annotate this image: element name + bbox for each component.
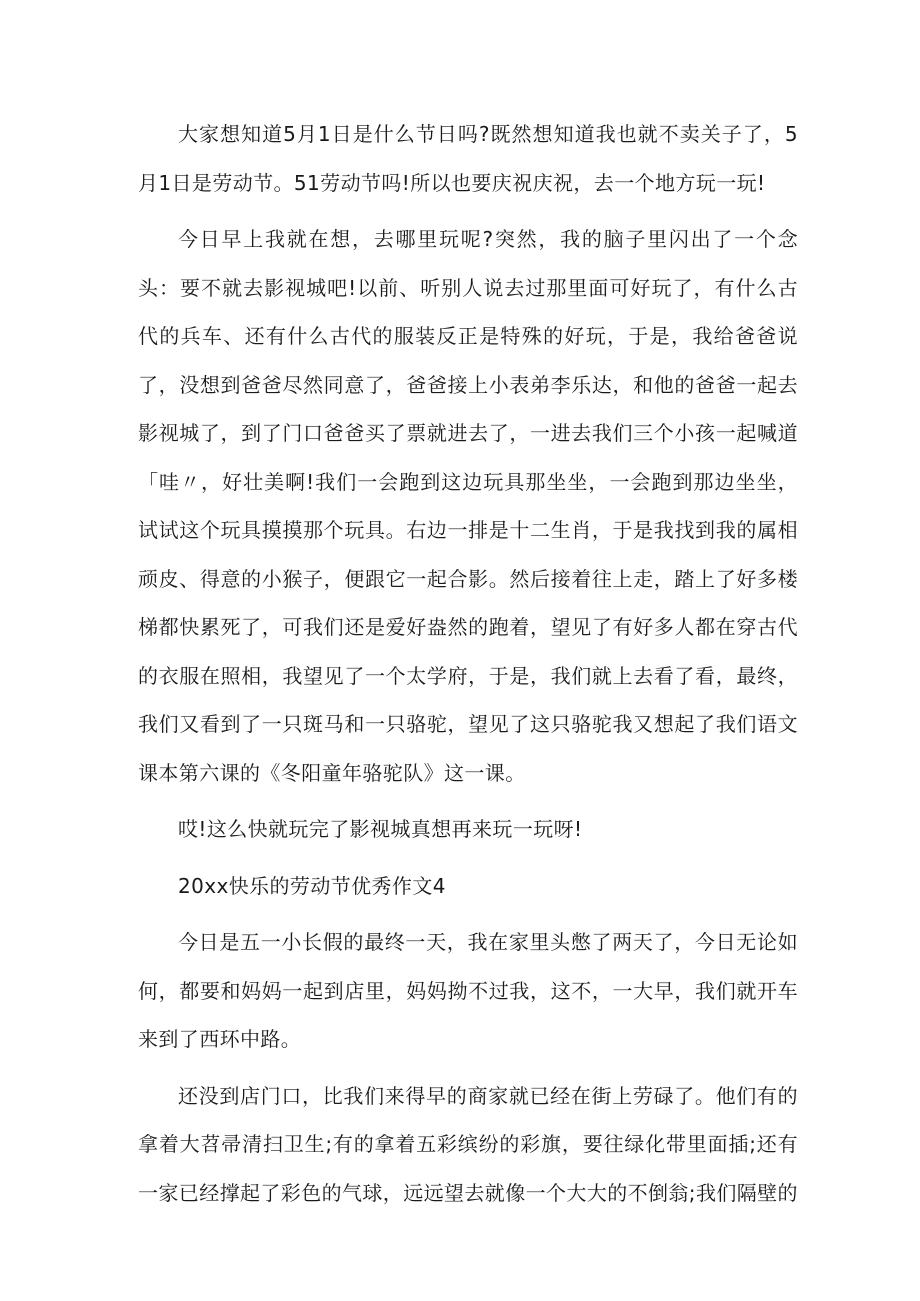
paragraph-1: 大家想知道5月1日是什么节日吗?既然想知道我也就不卖关子了，5月1日是劳动节。51劳动节吗!所以也要庆祝庆祝，去一个地方玩一玩!: [138, 122, 798, 195]
paragraph-4: 今日是五一小长假的最终一天，我在家里头憋了两天了，今日无论如何，都要和妈妈一起到店里，妈妈拗不过我，这不，一大早，我们就开车来到了西环中路。: [138, 930, 798, 1051]
paragraph-5: 还没到店门口，比我们来得早的商家就已经在街上劳碌了。他们有的拿着大苕帚清扫卫生;有的拿着五彩缤纷的彩旗，要往绿化带里面插;还有一家已经撑起了彩色的气球，远远望去就像一个大大的不倒翁;我们隔壁的: [138, 1083, 798, 1205]
section-heading: 20xx快乐的劳动节优秀作文4: [178, 873, 446, 898]
paragraph-3: 哎!这么快就玩完了影视城真想再来玩一玩呀!: [178, 817, 583, 841]
document-body: [138, 110, 798, 1225]
paragraph-2: 今日早上我就在想，去哪里玩呢?突然，我的脑子里闪出了一个念头：要不就去影视城吧!以前、听别人说去过那里面可好玩了，有什么古代的兵车、还有什么古代的服装反正是特殊的好玩，于是，我给爸爸说了，没想到爸爸尽然同意了，爸爸接上小表弟李乐达，和他的爸爸一起去影视城了，到了门口爸爸买了票就进去了，一进去我们三个小孩一起喊道「哇〃，好壮美啊!我们一会跑到这边玩具那坐坐，一会跑到那边坐坐，试试这个玩具摸摸那个玩具。右边一排是十二生肖，于是我找到我的属相顽皮、得意的小猴子，便跟它一起合影。然后接着往上走，踏上了好多楼梯都快累死了，可我们还是爱好盎然的跑着，望见了有好多人都在穿古代的衣服在照相，我望见了一个太学府，于是，我们就上去看了看，最终，我们又看到了一只斑马和一只骆驼，望见了这只骆驼我又想起了我们语文课本第六课的《冬阳童年骆驼队》这一课。: [138, 227, 798, 785]
